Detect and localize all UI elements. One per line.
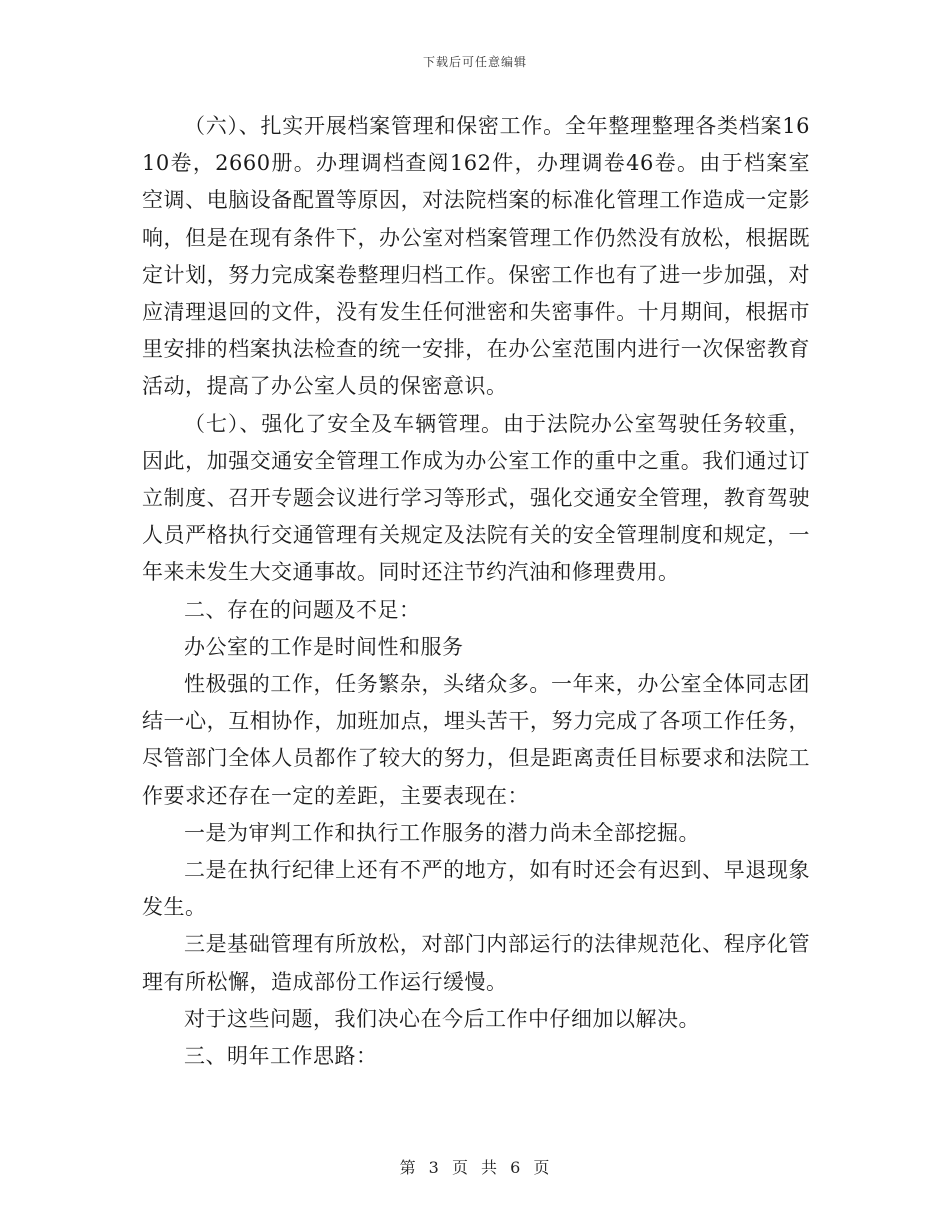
- page-number-footer: 第 3 页 共 6 页: [399, 1158, 551, 1177]
- paragraph-safety-vehicles: （七）、强化了安全及车辆管理。由于法院办公室驾驶任务较重，因此，加强交通安全管理工作成为办公室工作的重中之重。我们通过订立制度、召开专题会议进行学习等形式，强化交通安全管理，教育驾驶人员严格执行交通管理有关规定及法院有关的安全管理制度和规定，一年来未发生大交通事故。同时还注节约汽油和修理费用。: [142, 411, 810, 585]
- paragraph-problem-one: 一是为审判工作和执行工作服务的潜力尚未全部挖掘。: [184, 820, 700, 845]
- paragraph-archives: （六）、扎实开展档案管理和保密工作。全年整理整理各类档案1610卷，2660册。办理调档查阅162件，办理调卷46卷。由于档案室空调、电脑设备配置等原因，对法院档案的标准化管理工作造成一定影响，但是在现有条件下，办公室对档案管理工作仍然没有放松，根据既定计划，努力完成案卷整理归档工作。保密工作也有了进一步加强，对应清理退回的文件，没有发生任何泄密和失密事件。十月期间，根据市里安排的档案执法检查的统一安排，在办公室范围内进行一次保密教育活动，提高了办公室人员的保密意识。: [142, 114, 810, 399]
- section-heading-problems: 二、存在的问题及不足：: [184, 597, 421, 622]
- section-heading-next-year: 三、明年工作思路：: [184, 1044, 378, 1069]
- paragraph-resolution: 对于这些问题，我们决心在今后工作中仔细加以解决。: [184, 1006, 700, 1031]
- document-body: [142, 108, 810, 1075]
- paragraph-office-work-detail: 性极强的工作，任务繁杂，头绪众多。一年来，办公室全体同志团结一心，互相协作，加班加点，埋头苦干，努力完成了各项工作任务，尽管部门全体人员都作了较大的努力，但是距离责任目标要求和法院工作要求还存在一定的差距，主要表现在：: [142, 672, 810, 808]
- paragraph-problem-two: 二是在执行纪律上还有不严的地方，如有时还会有迟到、早退现象发生。: [142, 858, 810, 920]
- paragraph-office-work-intro: 办公室的工作是时间性和服务: [184, 634, 464, 659]
- page-header: 下载后可任意编辑: [422, 55, 527, 69]
- paragraph-problem-three: 三是基础管理有所放松，对部门内部运行的法律规范化、程序化管理有所松懈，造成部份工作运行缓慢。: [142, 932, 810, 994]
